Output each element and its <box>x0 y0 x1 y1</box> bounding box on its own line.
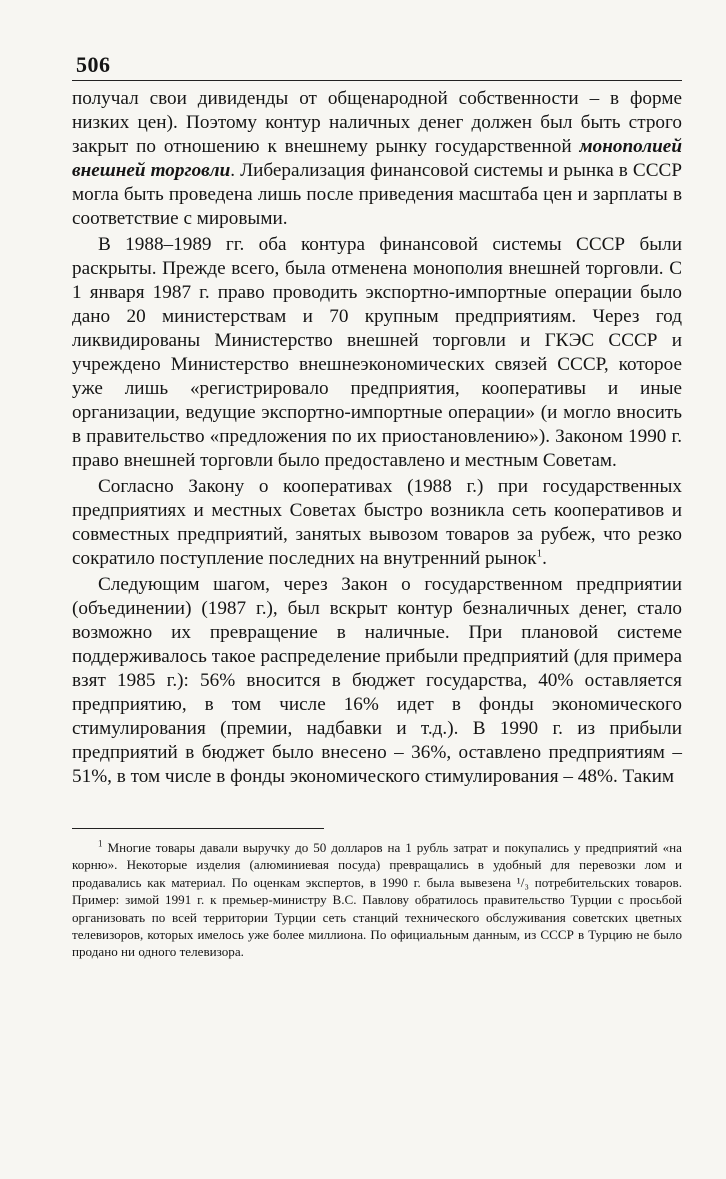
paragraph-3-text: Согласно Закону о кооперативах (1988 г.) при государственных предприятиях и местных Советах быстро возникла сеть кооперативов и совместных предприятий, занятых вывозом товаров за рубеж, что резко сократило поступление последних на внутренний рынок <box>72 476 682 569</box>
footnote-text-end: потребительских товаров. Пример: зимой 1991 г. к премьер-министру В.С. Павлову обратилось правительство Турции с просьбой организовать по всей территории Турции сеть станций технического обслуживания советских цветных телевизоров, которых имелось уже более миллиона. По официальным данным, из СССР в Турцию не было продано ни одного телевизора. <box>72 874 682 960</box>
footnote <box>72 839 682 961</box>
paragraph-3-tail: . <box>542 548 547 569</box>
paragraph-3 <box>72 475 682 571</box>
page-header <box>72 48 682 81</box>
footnote-divider <box>72 828 324 829</box>
paragraph-1 <box>72 87 682 231</box>
main-text <box>72 87 682 789</box>
footnote-text-start: Многие товары давали выручку до 50 долларов на 1 рубль затрат и покупались у предприятий «на корню». Некоторые изделия (алюминиевая посуда) превращались в удобный для перевозки лом и продавались как материал. По оценкам экспертов, в 1990 г. была вывезена <box>72 840 682 890</box>
footnote-reference: 1 <box>536 547 543 560</box>
emphasized-term: монополией внешней торговли <box>72 136 682 181</box>
footnote-fraction: ¹/₃ <box>516 874 529 890</box>
paragraph-1-text-end: . Либерализация финансовой системы и рынка в СССР могла быть проведена лишь после приведения масштаба цен и зарплаты в соответствие с мировыми. <box>72 160 682 229</box>
paragraph-4: Следующим шагом, через Закон о государственном предприятии (объединении) (1987 г.), был вскрыт контур безналичных денег, стало возможно их превращение в наличные. При плановой системе поддерживалось такое распределение прибыли предприятий (для примера взят 1985 г.): 56% вносится в бюджет государства, 40% оставляется предприятию, в том числе 16% идет в фонды экономического стимулирования (премии, надбавки и т.д.). В 1990 г. из прибыли предприятий в бюджет было внесено – 36%, оставлено предприятиям – 51%, в том числе в фонды экономического стимулирования – 48%. Таким <box>72 574 682 787</box>
page-number: 506 <box>76 52 111 77</box>
book-page <box>72 48 682 961</box>
footnote-marker: 1 <box>98 838 103 849</box>
paragraph-1-text-start: получал свои дивиденды от общенародной собственности – в форме низких цен). Поэтому контур наличных денег должен был быть строго закрыт по отношению к внешнему рынку государственной <box>72 88 682 157</box>
paragraph-2: В 1988–1989 гг. оба контура финансовой системы СССР были раскрыты. Прежде всего, была отменена монополия внешней торговли. С 1 января 1987 г. право проводить экспортно-импортные операции было дано 20 министерствам и 70 крупным предприятиям. Через год ликвидированы Министерство внешней торговли и ГКЭС СССР и учреждено Министерство внешнеэкономических связей СССР, которое уже лишь «регистрировало предприятия, кооперативы и иные организации, ведущие экспортно-импортные операции» (и могло вносить в правительство «предложения по их приостановлению»). Законом 1990 г. право внешней торговли было предоставлено и местным Советам. <box>72 234 682 471</box>
